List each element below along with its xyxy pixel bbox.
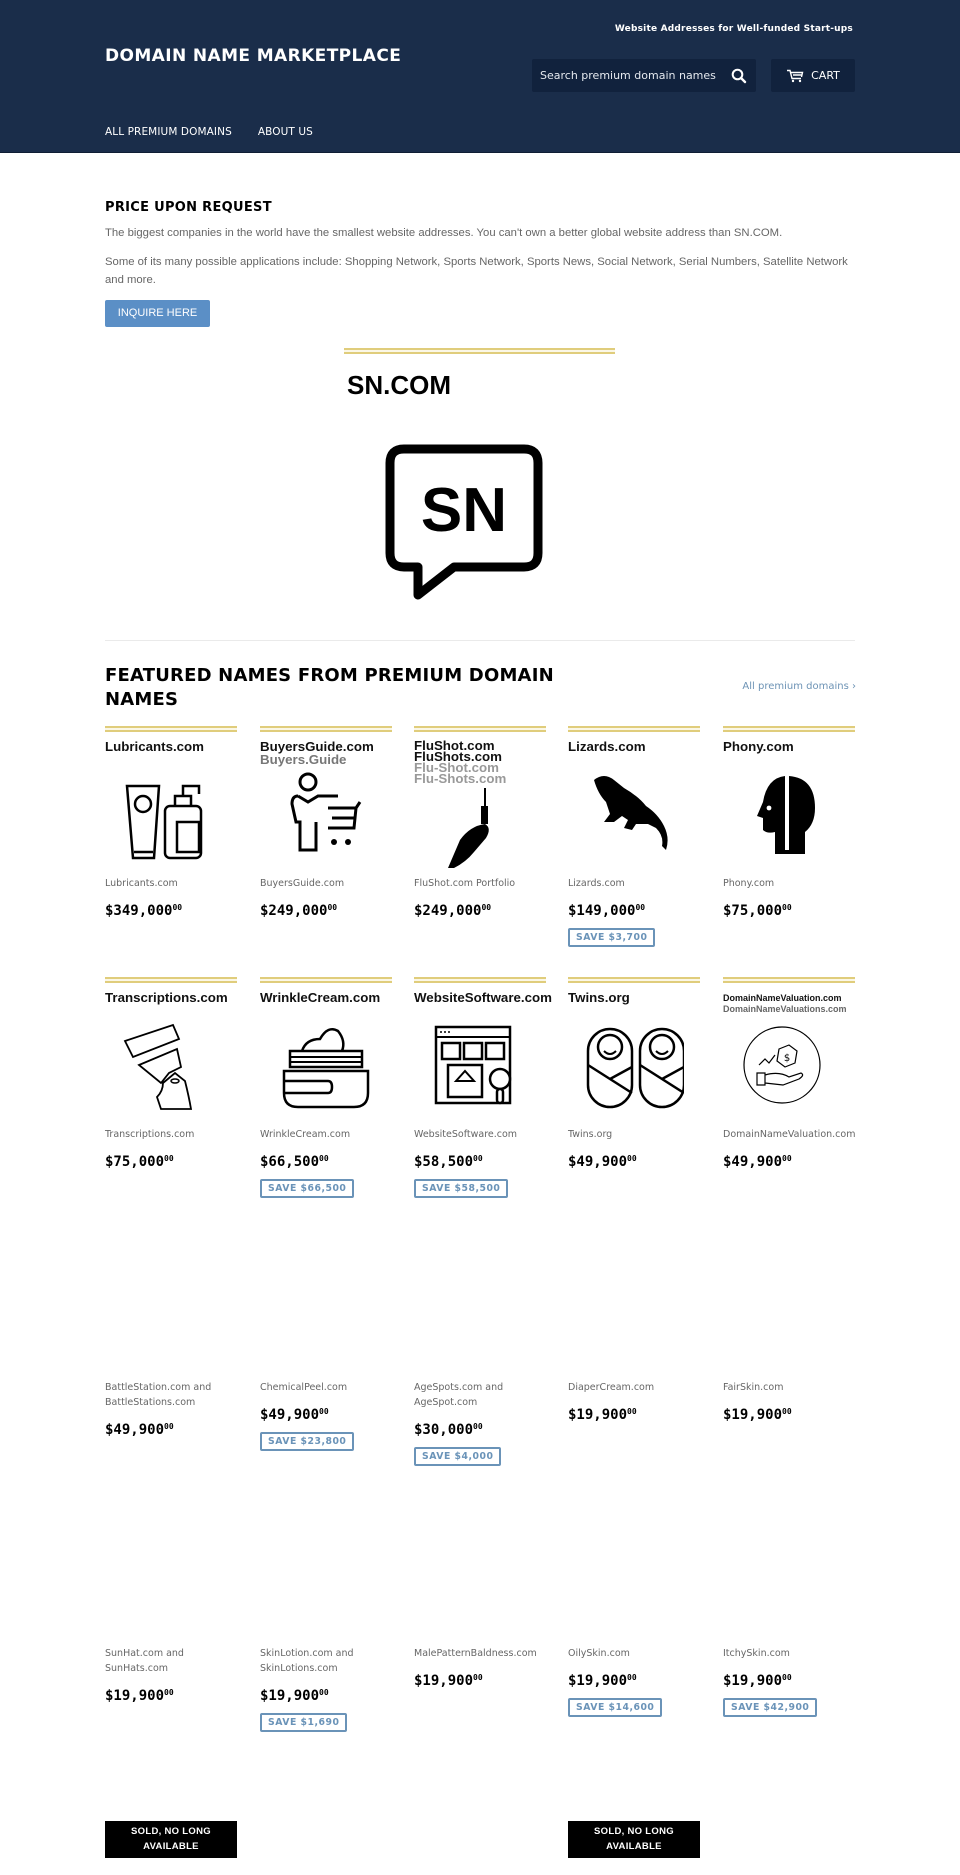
section-divider — [105, 640, 855, 641]
product-name[interactable]: BuyersGuide.com — [260, 878, 345, 889]
save-badge: SAVE $3,700 — [568, 928, 655, 947]
intro-paragraph-1: The biggest companies in the world have the smallest website addresses. You can't own a better global website address than SN.COM. — [105, 227, 783, 239]
product-card[interactable] — [568, 977, 700, 1170]
search-box — [532, 59, 756, 92]
site-title[interactable]: DOMAIN NAME MARKETPLACE — [105, 46, 402, 66]
product-price: $49,900$^{00}$ — [105, 1422, 174, 1438]
gold-rule — [723, 977, 855, 983]
product-price: $58,500$^{00}$ — [414, 1154, 483, 1170]
product-name[interactable]: Transcriptions.com — [105, 1129, 195, 1140]
product-card[interactable] — [723, 726, 855, 919]
syringe-hand-icon — [430, 788, 530, 868]
product-image[interactable] — [260, 977, 392, 1127]
product-price: $75,000$^{00}$ — [105, 1154, 174, 1170]
product-image[interactable] — [260, 726, 392, 876]
product-card[interactable] — [105, 977, 237, 1170]
product-card[interactable] — [414, 977, 552, 1198]
product-card[interactable] — [568, 726, 700, 947]
product-image[interactable] — [723, 726, 855, 876]
nav-about-us[interactable]: ABOUT US — [257, 126, 313, 138]
product-name[interactable]: FairSkin.com — [723, 1382, 784, 1393]
svg-text:SN: SN — [420, 476, 508, 545]
save-badge: SAVE $14,600 — [568, 1698, 662, 1717]
product-image[interactable] — [105, 726, 237, 876]
product-card[interactable] — [568, 1380, 700, 1423]
sold-label-line: AVAILABLE — [143, 1840, 199, 1852]
product-price: $149,000$^{00}$ — [568, 903, 646, 919]
search-button[interactable] — [728, 65, 750, 87]
product-name[interactable]: FluShot.com Portfolio — [414, 878, 516, 889]
iguana-icon — [584, 766, 684, 866]
speech-bubble-sn-icon — [384, 443, 544, 608]
intro-heading: PRICE UPON REQUEST — [105, 200, 272, 215]
nefertiti-bust-icon — [121, 1017, 221, 1117]
product-card[interactable] — [105, 1380, 237, 1438]
product-name[interactable]: DomainNameValuation.com — [723, 1129, 856, 1140]
intro-paragraph-2: Some of its many possible applications include: Shopping Network, Sports Network, Sports News, Social Network, Serial Numbers, Satellite Network and more. — [105, 256, 848, 286]
product-name[interactable]: WrinkleCream.com — [260, 1129, 351, 1140]
search-input[interactable] — [540, 59, 720, 92]
image-subtitle: DomainNameValuations.com — [723, 1004, 847, 1014]
product-price: $19,900$^{00}$ — [105, 1688, 174, 1704]
product-card[interactable] — [260, 1380, 392, 1451]
image-subtitle: Buyers.Guide — [260, 752, 347, 767]
gold-rule — [414, 977, 546, 983]
product-card[interactable] — [414, 1646, 546, 1689]
product-card[interactable] — [723, 1646, 855, 1717]
hero-image — [344, 348, 615, 608]
product-image[interactable] — [105, 977, 237, 1127]
product-name[interactable]: ItchySkin.com — [723, 1648, 790, 1659]
product-price: $19,900$^{00}$ — [260, 1688, 329, 1704]
product-name[interactable]: WebsiteSoftware.com — [414, 1129, 518, 1140]
product-name[interactable]: MalePatternBaldness.com — [414, 1648, 537, 1659]
product-card[interactable] — [260, 977, 392, 1198]
sold-label-line: SOLD, NO LONG — [131, 1826, 211, 1837]
gold-rule — [568, 977, 700, 983]
product-card[interactable] — [105, 726, 237, 919]
image-title: Lubricants.com — [105, 739, 205, 754]
sold-label — [568, 1821, 700, 1858]
image-title: FluShots.com — [414, 749, 502, 764]
lotion-bottles-icon — [121, 766, 221, 866]
image-subtitle: Flu-Shots.com — [414, 771, 507, 786]
product-name[interactable]: Phony.com — [723, 878, 775, 889]
product-price: $66,500$^{00}$ — [260, 1154, 329, 1170]
shopper-cart-icon — [276, 770, 376, 870]
gold-rule — [344, 348, 615, 354]
product-price: $30,000$^{00}$ — [414, 1422, 483, 1438]
product-price: $49,900$^{00}$ — [260, 1407, 329, 1423]
image-title: Phony.com — [723, 739, 794, 754]
product-price: $49,900$^{00}$ — [568, 1154, 637, 1170]
image-title: BuyersGuide.com — [260, 739, 374, 754]
all-premium-domains-link[interactable]: All premium domains › — [742, 681, 856, 692]
search-icon — [728, 65, 750, 87]
two-faced-head-icon — [739, 766, 839, 866]
product-image[interactable] — [414, 977, 552, 1127]
cart-button[interactable] — [771, 59, 855, 92]
product-card[interactable] — [260, 1646, 392, 1732]
cart-label: CART — [811, 69, 840, 82]
product-price: $19,900$^{00}$ — [568, 1407, 637, 1423]
product-name[interactable]: SkinLotion.com and SkinLotions.com — [260, 1648, 354, 1674]
product-card[interactable] — [105, 1646, 237, 1704]
sold-label — [105, 1821, 237, 1858]
product-price: $349,000$^{00}$ — [105, 903, 183, 919]
sold-label-line: AVAILABLE — [606, 1840, 662, 1852]
product-name[interactable]: Lizards.com — [568, 878, 625, 889]
product-price: $249,000$^{00}$ — [260, 903, 338, 919]
product-card[interactable] — [723, 977, 855, 1170]
product-name[interactable]: ChemicalPeel.com — [260, 1382, 348, 1393]
product-card[interactable] — [723, 1380, 855, 1423]
product-card[interactable] — [568, 1646, 700, 1717]
save-badge: SAVE $42,900 — [723, 1698, 817, 1717]
product-name[interactable]: Lubricants.com — [105, 878, 178, 889]
product-image[interactable] — [568, 977, 700, 1127]
product-price: $75,000$^{00}$ — [723, 903, 792, 919]
cream-jar-icon — [276, 1017, 376, 1117]
image-title: Transcriptions.com — [105, 990, 228, 1005]
twin-babies-icon — [584, 1017, 684, 1117]
gold-rule — [260, 977, 392, 983]
product-price: $249,000$^{00}$ — [414, 903, 492, 919]
image-title: Lizards.com — [568, 739, 646, 754]
gold-rule — [105, 977, 237, 983]
nav-all-premium-domains[interactable]: ALL PREMIUM DOMAINS — [105, 126, 232, 138]
image-title: Twins.org — [568, 990, 630, 1005]
site-header — [0, 0, 960, 153]
product-name[interactable]: BattleStation.com and BattleStations.com — [105, 1382, 212, 1408]
featured-heading: FEATURED NAMES FROM PREMIUM DOMAIN NAMES — [105, 665, 554, 710]
product-price: $19,900$^{00}$ — [414, 1673, 483, 1689]
intro-section — [105, 200, 855, 327]
gold-rule — [568, 726, 700, 732]
image-title: WrinkleCream.com — [260, 990, 381, 1005]
product-name[interactable]: Twins.org — [568, 1129, 613, 1140]
product-name[interactable]: OilySkin.com — [568, 1648, 630, 1659]
sold-label-line: SOLD, NO LONG — [594, 1826, 674, 1837]
svg-text:$: $ — [783, 1053, 791, 1064]
product-image[interactable] — [414, 726, 546, 876]
save-badge: SAVE $23,800 — [260, 1432, 354, 1451]
save-badge: SAVE $66,500 — [260, 1179, 354, 1198]
website-software-icon — [430, 1017, 530, 1117]
image-title: DomainNameValuation.com — [723, 993, 842, 1003]
tagline: Website Addresses for Well-funded Start-ups — [614, 24, 853, 34]
save-badge: SAVE $58,500 — [414, 1179, 508, 1198]
gold-rule — [260, 726, 392, 732]
product-name[interactable]: DiaperCream.com — [568, 1382, 655, 1393]
product-price: $49,900$^{00}$ — [723, 1154, 792, 1170]
image-title: WebsiteSoftware.com — [414, 990, 552, 1005]
main-nav — [105, 126, 313, 138]
gold-rule — [723, 726, 855, 732]
image-subtitle: Flu-Shot.com — [414, 760, 499, 775]
cart-icon — [786, 69, 804, 83]
money-hand-valuation-icon — [739, 1017, 839, 1117]
product-price: $19,900$^{00}$ — [723, 1407, 792, 1423]
product-card[interactable] — [414, 1380, 546, 1466]
inquire-button[interactable]: INQUIRE HERE — [105, 300, 210, 327]
product-name[interactable]: SunHat.com and SunHats.com — [105, 1648, 184, 1674]
product-name[interactable]: AgeSpots.com and AgeSpot.com — [414, 1382, 504, 1408]
gold-rule — [414, 726, 546, 732]
product-image[interactable] — [723, 977, 855, 1127]
gold-rule — [105, 726, 237, 732]
save-badge: SAVE $1,690 — [260, 1713, 347, 1732]
product-image[interactable] — [568, 726, 700, 876]
hero-title: SN.COM — [347, 370, 451, 400]
product-price: $19,900$^{00}$ — [568, 1673, 637, 1689]
product-card[interactable] — [260, 726, 392, 919]
image-title: FluShot.com — [414, 738, 495, 753]
save-badge: SAVE $4,000 — [414, 1447, 501, 1466]
product-price: $19,900$^{00}$ — [723, 1673, 792, 1689]
product-card[interactable] — [414, 726, 546, 919]
